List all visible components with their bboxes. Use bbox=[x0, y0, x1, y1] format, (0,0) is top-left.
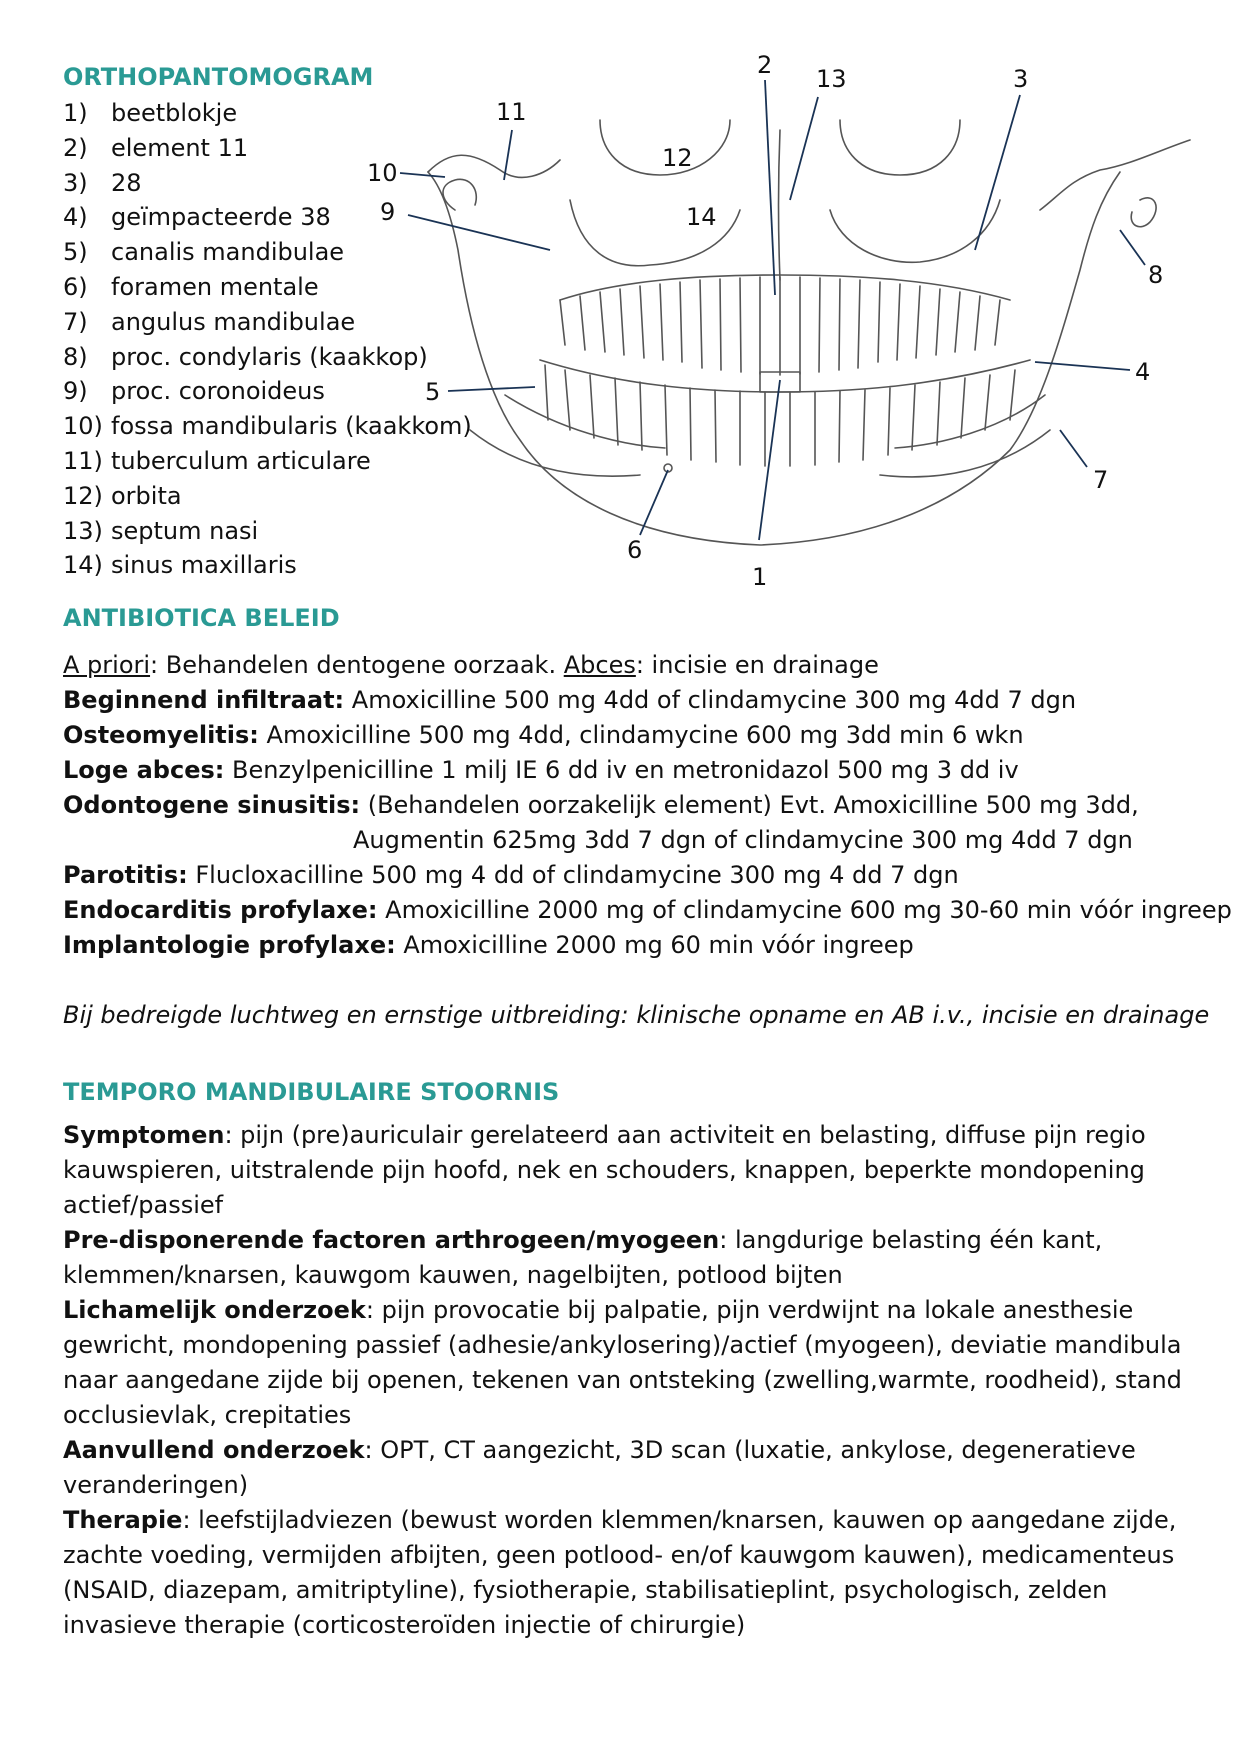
antibiotic-row bbox=[63, 928, 1228, 963]
antibiotic-text: Amoxicilline 2000 mg 60 min vóór ingreep bbox=[395, 931, 914, 959]
mandible-outline bbox=[428, 172, 1120, 545]
legend-item bbox=[63, 235, 472, 270]
diagram-label-11: 11 bbox=[496, 98, 527, 126]
leader-line-2 bbox=[765, 80, 775, 295]
abces-text: : incisie en drainage bbox=[635, 651, 879, 679]
legend-label: element 11 bbox=[111, 133, 249, 162]
diagram-label-9: 9 bbox=[380, 198, 396, 226]
legend-item bbox=[63, 200, 472, 235]
legend-label: proc. coronoideus bbox=[111, 377, 325, 406]
antibiotic-row bbox=[63, 893, 1232, 928]
upper-teeth bbox=[560, 277, 1000, 375]
antibiotic-text: Amoxicilline 500 mg 4dd of clindamycine 300 mg 4dd 7 dgn bbox=[344, 686, 1077, 714]
condyle-left bbox=[443, 179, 476, 210]
nasal-septum bbox=[779, 130, 781, 280]
antibiotics-section bbox=[63, 648, 1232, 1033]
legend-item bbox=[63, 340, 472, 375]
legend-label: fossa mandibularis (kaakkom) bbox=[111, 412, 472, 441]
antibiotic-text: Flucloxacilline 500 mg 4 dd of clindamycine 300 mg 4 dd 7 dgn bbox=[187, 861, 959, 889]
tmd-section bbox=[63, 1118, 1183, 1643]
legend-number: 3) bbox=[63, 168, 88, 197]
antibiotic-row bbox=[63, 718, 1228, 753]
legend-number: 9) bbox=[63, 377, 88, 406]
orbit-right bbox=[840, 120, 960, 175]
diagram-label-10: 10 bbox=[367, 159, 398, 187]
diagram-label-14: 14 bbox=[686, 203, 717, 231]
tmd-label: Pre-disponerende factoren arthrogeen/myogeen bbox=[63, 1226, 720, 1254]
antibiotic-label: Implantologie profylaxe: bbox=[63, 931, 396, 959]
legend-label: angulus mandibulae bbox=[111, 307, 356, 336]
legend-label: geïmpacteerde 38 bbox=[111, 203, 331, 232]
legend-item bbox=[63, 305, 472, 340]
legend-item bbox=[63, 444, 472, 479]
antibiotic-text: (Behandelen oorzakelijk element) Evt. Amoxicilline 500 mg 3dd, bbox=[360, 791, 1139, 819]
legend-number: 14) bbox=[63, 551, 103, 580]
antibiotic-row bbox=[63, 858, 1228, 893]
legend-label: septum nasi bbox=[111, 516, 259, 545]
section-heading-tmd: TEMPORO MANDIBULAIRE STOORNIS bbox=[63, 1078, 560, 1106]
diagram-label-12: 12 bbox=[662, 144, 693, 172]
upper-dental-arch bbox=[560, 275, 1010, 300]
diagram-label-1: 1 bbox=[752, 563, 768, 591]
leader-line-9 bbox=[408, 215, 550, 250]
tmd-text: : pijn provocatie bij palpatie, pijn verdwijnt na lokale anesthesie gewricht, mondopening passief (adhesie/ankylosering)/actief (myogeen), deviatie mandibula naar aangedane zijde bij openen, tekenen van ontsteking (zwelling,warmte, roodheid), stand occlusievlak, crepitaties bbox=[63, 1296, 1182, 1429]
antibiotic-text: Amoxicilline 2000 mg of clindamycine 600 mg 30-60 min vóór ingreep bbox=[377, 896, 1232, 924]
apriori-row bbox=[63, 648, 1228, 683]
legend-item bbox=[63, 374, 472, 409]
tmd-paragraph bbox=[63, 1223, 1183, 1293]
antibiotic-label: Odontogene sinusitis: bbox=[63, 791, 361, 819]
tmd-text: : OPT, CT aangezicht, 3D scan (luxatie, ankylose, degeneratieve veranderingen) bbox=[63, 1436, 1136, 1499]
lower-border bbox=[470, 430, 1050, 477]
antibiotic-label: Beginnend infiltraat: bbox=[63, 686, 345, 714]
antibiotic-label: Loge abces: bbox=[63, 756, 225, 784]
leader-line-11 bbox=[504, 130, 512, 180]
legend-item bbox=[63, 514, 472, 549]
antibiotic-row bbox=[63, 788, 1228, 823]
diagram-label-8: 8 bbox=[1148, 261, 1164, 289]
legend-number: 13) bbox=[63, 516, 103, 545]
diagram-label-3: 3 bbox=[1013, 65, 1029, 93]
orthopantomogram-illustration bbox=[367, 40, 1220, 600]
legend-label: canalis mandibulae bbox=[111, 238, 345, 267]
diagram-label-13: 13 bbox=[816, 65, 847, 93]
apriori-text: : Behandelen dentogene oorzaak. bbox=[150, 651, 564, 679]
legend-number: 6) bbox=[63, 272, 88, 301]
legend-number: 10) bbox=[63, 412, 103, 441]
leader-line-3 bbox=[975, 95, 1020, 250]
antibiotic-text: Augmentin 625mg 3dd 7 dgn of clindamycine 300 mg 4dd 7 dgn bbox=[353, 826, 1133, 854]
diagram-label-4: 4 bbox=[1135, 358, 1151, 386]
leader-line-7 bbox=[1060, 430, 1087, 467]
tmd-text: : langdurige belasting één kant, klemmen/knarsen, kauwgom kauwen, nagelbijten, potlood bijten bbox=[63, 1226, 1103, 1289]
legend-label: proc. condylaris (kaakkop) bbox=[111, 342, 428, 371]
tmd-text: : leefstijladviezen (bewust worden klemmen/knarsen, kauwen op aangedane zijde, zachte voeding, vermijden afbijten, geen potlood- en/of kauwgom kauwen), medicamenteus (NSAID, diazepam, amitriptyline), fysiotherapie, stabilisatieplint, psychologisch, zelden invasieve therapie (corticosteroïden injectie of chirurgie) bbox=[63, 1506, 1177, 1639]
legend-number: 1) bbox=[63, 99, 88, 127]
tmd-text: : pijn (pre)auriculair gerelateerd aan activiteit en belasting, diffuse pijn regio kauwspieren, uitstralende pijn hoofd, nek en schouders, knappen, beperkte mondopening actief/passief bbox=[63, 1121, 1146, 1219]
legend-item bbox=[63, 409, 472, 444]
diagram-label-5: 5 bbox=[425, 378, 441, 406]
diagram-label-6: 6 bbox=[627, 536, 643, 564]
antibiotic-label: Parotitis: bbox=[63, 861, 188, 889]
legend-number: 11) bbox=[63, 446, 103, 475]
legend-label: beetblokje bbox=[111, 99, 238, 127]
tmd-paragraph bbox=[63, 1433, 1183, 1503]
legend-label: foramen mentale bbox=[111, 272, 319, 301]
antibiotics-note: Bij bedreigde luchtweg en ernstige uitbreiding: klinische opname en AB i.v., incisie en drainage bbox=[63, 1001, 1210, 1029]
opt-legend bbox=[63, 96, 472, 583]
diagram-label-7: 7 bbox=[1093, 466, 1109, 494]
antibiotic-label: Osteomyelitis: bbox=[63, 721, 259, 749]
legend-item bbox=[63, 131, 472, 166]
legend-label: sinus maxillaris bbox=[111, 551, 297, 580]
legend-number: 8) bbox=[63, 342, 88, 371]
leader-line-1 bbox=[759, 380, 780, 540]
occlusal-plane bbox=[540, 360, 1030, 392]
legend-item bbox=[63, 166, 472, 201]
antibiotic-row bbox=[63, 683, 1228, 718]
legend-number: 2) bbox=[63, 133, 88, 162]
tmd-paragraph bbox=[63, 1118, 1183, 1223]
tmd-paragraph bbox=[63, 1293, 1183, 1433]
legend-number: 7) bbox=[63, 307, 88, 336]
section-heading-orthopantomogram: ORTHOPANTOMOGRAM bbox=[63, 63, 374, 91]
zygomatic-arch-right bbox=[1040, 140, 1190, 210]
antibiotic-text: Amoxicilline 500 mg 4dd, clindamycine 600 mg 3dd min 6 wkn bbox=[258, 721, 1024, 749]
legend-item bbox=[63, 479, 472, 514]
antibiotic-label: Endocarditis profylaxe: bbox=[63, 896, 378, 924]
tmd-label: Therapie bbox=[63, 1506, 183, 1534]
legend-label: 28 bbox=[111, 168, 142, 197]
condyle-right bbox=[1131, 198, 1156, 227]
leader-line-8 bbox=[1120, 230, 1145, 265]
leader-line-6 bbox=[640, 470, 668, 535]
diagram-label-2: 2 bbox=[757, 51, 773, 79]
legend-label: orbita bbox=[111, 481, 182, 510]
section-heading-antibiotics: ANTIBIOTICA BELEID bbox=[63, 604, 340, 632]
legend-item bbox=[63, 96, 472, 131]
legend-item bbox=[63, 270, 472, 305]
apriori-label: A priori bbox=[63, 651, 151, 679]
legend-item bbox=[63, 548, 472, 583]
antibiotic-text: Benzylpenicilline 1 milj IE 6 dd iv en metronidazol 500 mg 3 dd iv bbox=[224, 756, 1019, 784]
zygomatic-arch-left bbox=[428, 155, 560, 177]
tmd-label: Aanvullend onderzoek bbox=[63, 1436, 365, 1464]
tmd-paragraph bbox=[63, 1503, 1183, 1643]
abces-label: Abces bbox=[563, 651, 636, 679]
tmd-label: Symptomen bbox=[63, 1121, 225, 1149]
leader-line-13 bbox=[790, 97, 818, 200]
legend-number: 12) bbox=[63, 481, 103, 510]
maxillary-sinus-right bbox=[830, 200, 1000, 262]
antibiotic-row bbox=[63, 753, 1228, 788]
legend-number: 4) bbox=[63, 203, 88, 232]
legend-number: 5) bbox=[63, 238, 88, 267]
tmd-label: Lichamelijk onderzoek bbox=[63, 1296, 366, 1324]
legend-label: tuberculum articulare bbox=[111, 446, 371, 475]
antibiotic-row-continued bbox=[63, 823, 1228, 858]
